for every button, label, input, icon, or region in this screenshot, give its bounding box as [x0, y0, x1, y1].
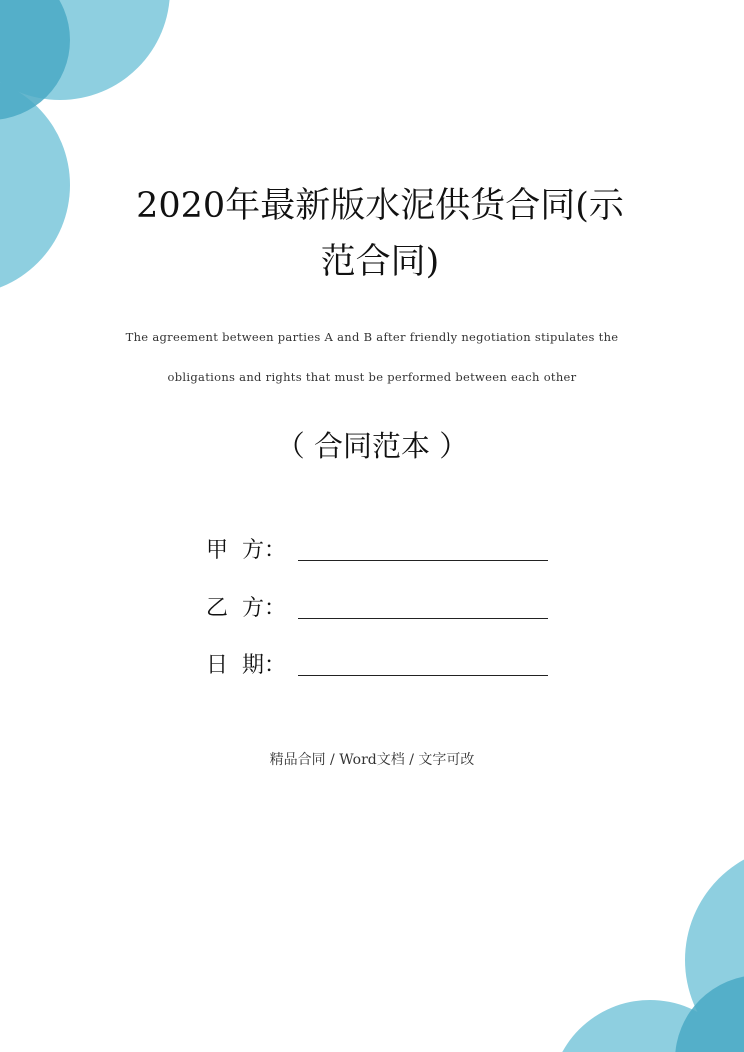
date-label: 日 期： — [206, 653, 286, 678]
bottom-right-decoration — [550, 845, 744, 1052]
document-title-line-2: 范合同) — [320, 242, 440, 282]
document-title-line-1: 2020年最新版水泥供货合同(示 — [136, 186, 624, 226]
party-b-blank-line — [298, 618, 548, 619]
date-blank-line — [298, 675, 548, 676]
party-b-field — [206, 591, 566, 621]
party-a-label: 甲 方： — [206, 538, 286, 563]
party-a-blank-line — [298, 560, 548, 561]
top-left-circle-dark — [0, 0, 70, 120]
party-b-label: 乙 方： — [206, 596, 286, 621]
date-field — [206, 648, 566, 678]
contract-template-heading: （ 合同范本 ） — [275, 429, 469, 463]
document-footer-note: 精品合同 / Word文档 / 文字可改 — [269, 752, 475, 768]
party-a-field — [206, 533, 566, 563]
english-subtitle-line-1: The agreement between parties A and B after friendly negotiation stipulates the — [125, 330, 619, 344]
english-subtitle-line-2: obligations and rights that must be performed between each other — [167, 370, 577, 384]
